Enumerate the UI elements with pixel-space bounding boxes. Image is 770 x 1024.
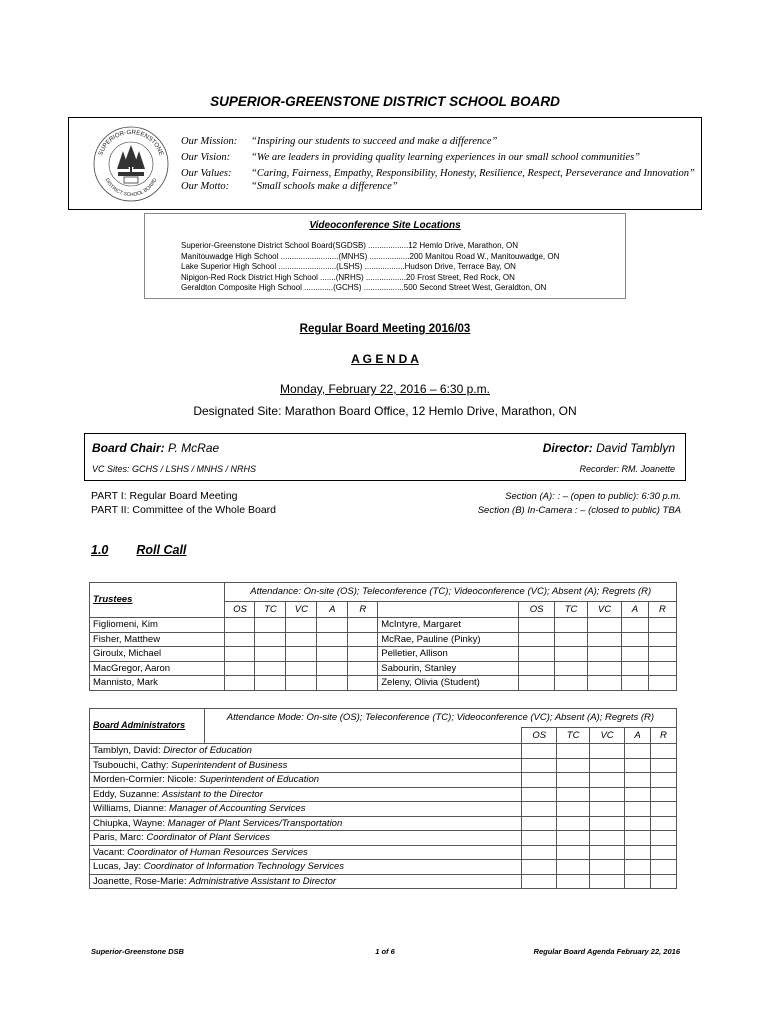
part-2: PART II: Committee of the Whole Board: [91, 504, 276, 516]
attendance-cell[interactable]: [590, 773, 625, 788]
vc-sites-title: Videoconference Site Locations: [309, 220, 461, 231]
values-text: “Caring, Fairness, Empathy, Responsibility, Honesty, Resilience, Respect, Perseverance and Innovation”: [251, 168, 695, 179]
table-row: [90, 744, 677, 759]
attendance-cell[interactable]: [590, 845, 625, 860]
logo-text-top: SUPERIOR-GREENSTONE: [97, 128, 165, 157]
col-os: OS: [522, 728, 557, 744]
trustee-name: Pelletier, Allison: [378, 647, 519, 662]
values-row: [181, 168, 695, 179]
col-vc: VC: [590, 728, 625, 744]
col-tc: TC: [555, 602, 588, 618]
admin-name-cell: [90, 758, 522, 773]
attendance-cell[interactable]: [522, 874, 557, 889]
admin-role: Manager of Plant Services/Transportation: [167, 817, 343, 829]
admin-name-cell: [90, 787, 522, 802]
meeting-name: Regular Board Meeting 2016/03: [299, 323, 471, 335]
admin-name: Lucas, Jay:: [93, 861, 142, 872]
attendance-cell[interactable]: [650, 787, 676, 802]
trustee-name: Fisher, Matthew: [90, 632, 225, 647]
attendance-cell[interactable]: [650, 874, 676, 889]
col-a: A: [625, 728, 651, 744]
part-1: PART I: Regular Board Meeting: [91, 490, 238, 502]
admin-name-cell: [90, 845, 522, 860]
attendance-cell[interactable]: [625, 831, 651, 846]
videoconference-sites-box: [144, 213, 626, 299]
admin-role: Assistant to the Director: [162, 788, 263, 800]
trustee-name: Giroulx, Michael: [90, 647, 225, 662]
attendance-cell[interactable]: [650, 831, 676, 846]
col-os: OS: [519, 602, 555, 618]
admins-attendance-legend: Attendance Mode: On-site (OS); Teleconference (TC); Videoconference (VC); Absent (A); Regrets (R): [204, 709, 676, 728]
attendance-cell[interactable]: [625, 816, 651, 831]
trustee-name: Figliomeni, Kim: [90, 618, 225, 633]
footer-left: Superior-Greenstone DSB: [91, 947, 184, 956]
tree-icon: [117, 145, 145, 173]
attendance-cell[interactable]: [590, 802, 625, 817]
footer-right: Regular Board Agenda February 22, 2016: [533, 947, 680, 956]
table-row: [90, 874, 677, 889]
attendance-cell[interactable]: [590, 860, 625, 875]
trustee-name: Zeleny, Olivia (Student): [378, 676, 519, 691]
attendance-cell[interactable]: [557, 787, 590, 802]
trustees-header-row: [90, 583, 677, 602]
vision-text: “We are leaders in providing quality learning experiences in our small school communities”: [251, 152, 641, 163]
vc-site-row: Nipigon-Red Rock District High School .......(NRHS) ..................20 Frost Street, Red Rock, ON: [181, 272, 515, 282]
trustees-table: [89, 582, 677, 691]
attendance-cell[interactable]: [625, 787, 651, 802]
attendance-cell[interactable]: [650, 758, 676, 773]
admin-role: Superintendent of Education: [199, 774, 320, 785]
col-r: R: [348, 602, 378, 618]
table-row: [90, 860, 677, 875]
agenda-heading: A G E N D A: [351, 352, 419, 366]
admin-name: Morden-Cormier: Nicole:: [93, 774, 197, 785]
admins-label-cell: [90, 709, 205, 744]
admin-role: Superintendent of Business: [171, 759, 288, 771]
roll-call-number: 1.0: [91, 543, 109, 557]
attendance-cell[interactable]: [522, 845, 557, 860]
admin-name: Joanette, Rose-Marie:: [93, 875, 187, 887]
table-row: [90, 676, 677, 691]
board-logo: [92, 125, 170, 203]
table-row: [90, 773, 677, 788]
table-row: [90, 632, 677, 647]
meeting-date: Monday, February 22, 2016 – 6:30 p.m.: [280, 382, 490, 396]
admin-name-cell: [90, 773, 522, 788]
attendance-cell[interactable]: [557, 744, 590, 759]
admin-role: Coordinator of Human Resources Services: [127, 846, 308, 858]
trustees-attendance-legend: Attendance: On-site (OS); Teleconference (TC); Videoconference (VC); Absent (A); Regrets (R): [225, 583, 677, 602]
table-row: [90, 816, 677, 831]
attendance-cell[interactable]: [522, 802, 557, 817]
trustee-name: Sabourin, Stanley: [378, 661, 519, 676]
attendance-cell[interactable]: [625, 802, 651, 817]
admins-label: Board Administrators: [93, 720, 186, 731]
attendance-cell[interactable]: [590, 831, 625, 846]
officials-box: [84, 433, 686, 481]
motto-row: [181, 181, 398, 192]
mission-text: “Inspiring our students to succeed and make a difference”: [251, 136, 498, 147]
col-r: R: [650, 728, 676, 744]
attendance-cell[interactable]: [522, 816, 557, 831]
attendance-cell[interactable]: [590, 816, 625, 831]
chair-label: Board Chair:: [92, 441, 165, 455]
attendance-cell[interactable]: [557, 845, 590, 860]
table-row: [90, 802, 677, 817]
vc-site-row: Superior-Greenstone District School Board(SGDSB) ..................12 Hemlo Drive, Marathon, ON: [181, 241, 519, 250]
values-label: Our Values:: [181, 168, 232, 179]
col-os: OS: [225, 602, 255, 618]
trustee-name: Mannisto, Mark: [90, 676, 225, 691]
admin-name: Tamblyn, David:: [93, 745, 161, 756]
admin-name-cell: [90, 744, 522, 759]
trustees-label-cell: [90, 583, 225, 618]
attendance-cell[interactable]: [650, 845, 676, 860]
attendance-cell[interactable]: [590, 874, 625, 889]
col-a: A: [622, 602, 649, 618]
chair-name: P. McRae: [168, 441, 220, 455]
attendance-cell[interactable]: [590, 787, 625, 802]
roll-call-heading: [91, 543, 186, 557]
vision-row: [181, 152, 640, 163]
attendance-cell[interactable]: [650, 860, 676, 875]
admin-name: Williams, Dianne:: [93, 803, 167, 814]
col-vc: VC: [286, 602, 317, 618]
attendance-cell[interactable]: [522, 773, 557, 788]
admin-name: Eddy, Suzanne:: [93, 788, 160, 800]
attendance-cell[interactable]: [650, 773, 676, 788]
vc-sites: VC Sites: GCHS / LSHS / MNHS / NRHS: [92, 464, 257, 474]
director: [543, 441, 675, 455]
vc-site-row: Geraldton Composite High School .............(GCHS) ..................500 Second Street West, Geraldton, ON: [181, 283, 547, 292]
attendance-cell[interactable]: [557, 860, 590, 875]
attendance-cell[interactable]: [557, 802, 590, 817]
table-row: [90, 845, 677, 860]
attendance-cell[interactable]: [650, 744, 676, 759]
board-chair: [92, 441, 219, 455]
attendance-cell[interactable]: [557, 773, 590, 788]
attendance-cell[interactable]: [522, 831, 557, 846]
admin-name-cell: [90, 874, 522, 889]
attendance-cell[interactable]: [590, 744, 625, 759]
admin-name-cell: [90, 831, 522, 846]
vc-site-row: Lake Superior High School ..........................(LSHS) ..................Hudson Drive, Terrace Bay, ON: [181, 262, 516, 271]
vision-label: Our Vision:: [181, 152, 231, 163]
col-r: R: [648, 602, 676, 618]
designated-site: Designated Site: Marathon Board Office, 12 Hemlo Drive, Marathon, ON: [193, 404, 577, 418]
table-row: [90, 661, 677, 676]
admin-name-cell: [90, 860, 522, 875]
table-row: [90, 758, 677, 773]
admin-name: Chiupka, Wayne:: [93, 817, 165, 829]
admin-role: Manager of Accounting Services: [169, 803, 306, 814]
admin-name: Vacant:: [93, 846, 125, 858]
col-tc: TC: [255, 602, 286, 618]
attendance-cell[interactable]: [557, 816, 590, 831]
admin-name-cell: [90, 802, 522, 817]
attendance-cell[interactable]: [522, 744, 557, 759]
trustee-name: McRae, Pauline (Pinky): [378, 632, 519, 647]
motto-label: Our Motto:: [181, 181, 230, 192]
trustee-name: McIntyre, Margaret: [378, 618, 519, 633]
motto-text: “Small schools make a difference”: [251, 181, 398, 192]
table-row: [90, 787, 677, 802]
admin-name: Paris, Marc:: [93, 832, 144, 843]
footer-page-number: 1 of 6: [375, 947, 395, 956]
attendance-cell[interactable]: [650, 816, 676, 831]
attendance-cell[interactable]: [522, 860, 557, 875]
admin-role: Coordinator of Plant Services: [146, 832, 270, 843]
attendance-cell[interactable]: [625, 758, 651, 773]
admin-name-cell: [90, 816, 522, 831]
table-row: [90, 647, 677, 662]
admin-role: Administrative Assistant to Director: [189, 875, 337, 887]
trustees-label: Trustees: [93, 594, 133, 606]
admin-name: Tsubouchi, Cathy:: [93, 759, 169, 771]
attendance-cell[interactable]: [522, 787, 557, 802]
attendance-cell[interactable]: [625, 773, 651, 788]
table-row: [90, 618, 677, 633]
mission-label: Our Mission:: [181, 136, 238, 147]
col-vc: VC: [588, 602, 622, 618]
admin-role: Director of Education: [163, 745, 252, 756]
section-a: Section (A): : – (open to public): 6:30 p.m.: [505, 491, 681, 502]
attendance-cell[interactable]: [557, 758, 590, 773]
roll-call-title: Roll Call: [136, 543, 187, 557]
section-b: Section (B) In-Camera : – (closed to public) TBA: [477, 505, 681, 516]
recorder: Recorder: RM. Joanette: [579, 464, 675, 474]
attendance-cell[interactable]: [625, 860, 651, 875]
mission-row: [181, 136, 497, 147]
trustee-name: MacGregor, Aaron: [90, 661, 225, 676]
vc-site-row: Manitouwadge High School ..........................(MNHS) ..................200 Manitou Road W., Manitouwadge, ON: [181, 251, 560, 261]
administrators-table: [89, 708, 677, 889]
board-title: SUPERIOR-GREENSTONE DISTRICT SCHOOL BOARD: [210, 94, 560, 109]
director-name: David Tamblyn: [596, 441, 675, 455]
logo-text-bottom: DISTRICT SCHOOL BOARD: [103, 177, 159, 199]
attendance-cell[interactable]: [557, 874, 590, 889]
attendance-cell[interactable]: [625, 845, 651, 860]
attendance-cell[interactable]: [625, 874, 651, 889]
col-tc: TC: [557, 728, 590, 744]
attendance-cell[interactable]: [522, 758, 557, 773]
table-row: [90, 831, 677, 846]
attendance-cell[interactable]: [557, 831, 590, 846]
admin-role: Coordinator of Information Technology Services: [143, 861, 345, 872]
col-a: A: [317, 602, 348, 618]
admins-header-row: [90, 709, 677, 728]
attendance-cell[interactable]: [650, 802, 676, 817]
attendance-cell[interactable]: [590, 758, 625, 773]
director-label: Director:: [542, 441, 593, 455]
attendance-cell[interactable]: [625, 744, 651, 759]
